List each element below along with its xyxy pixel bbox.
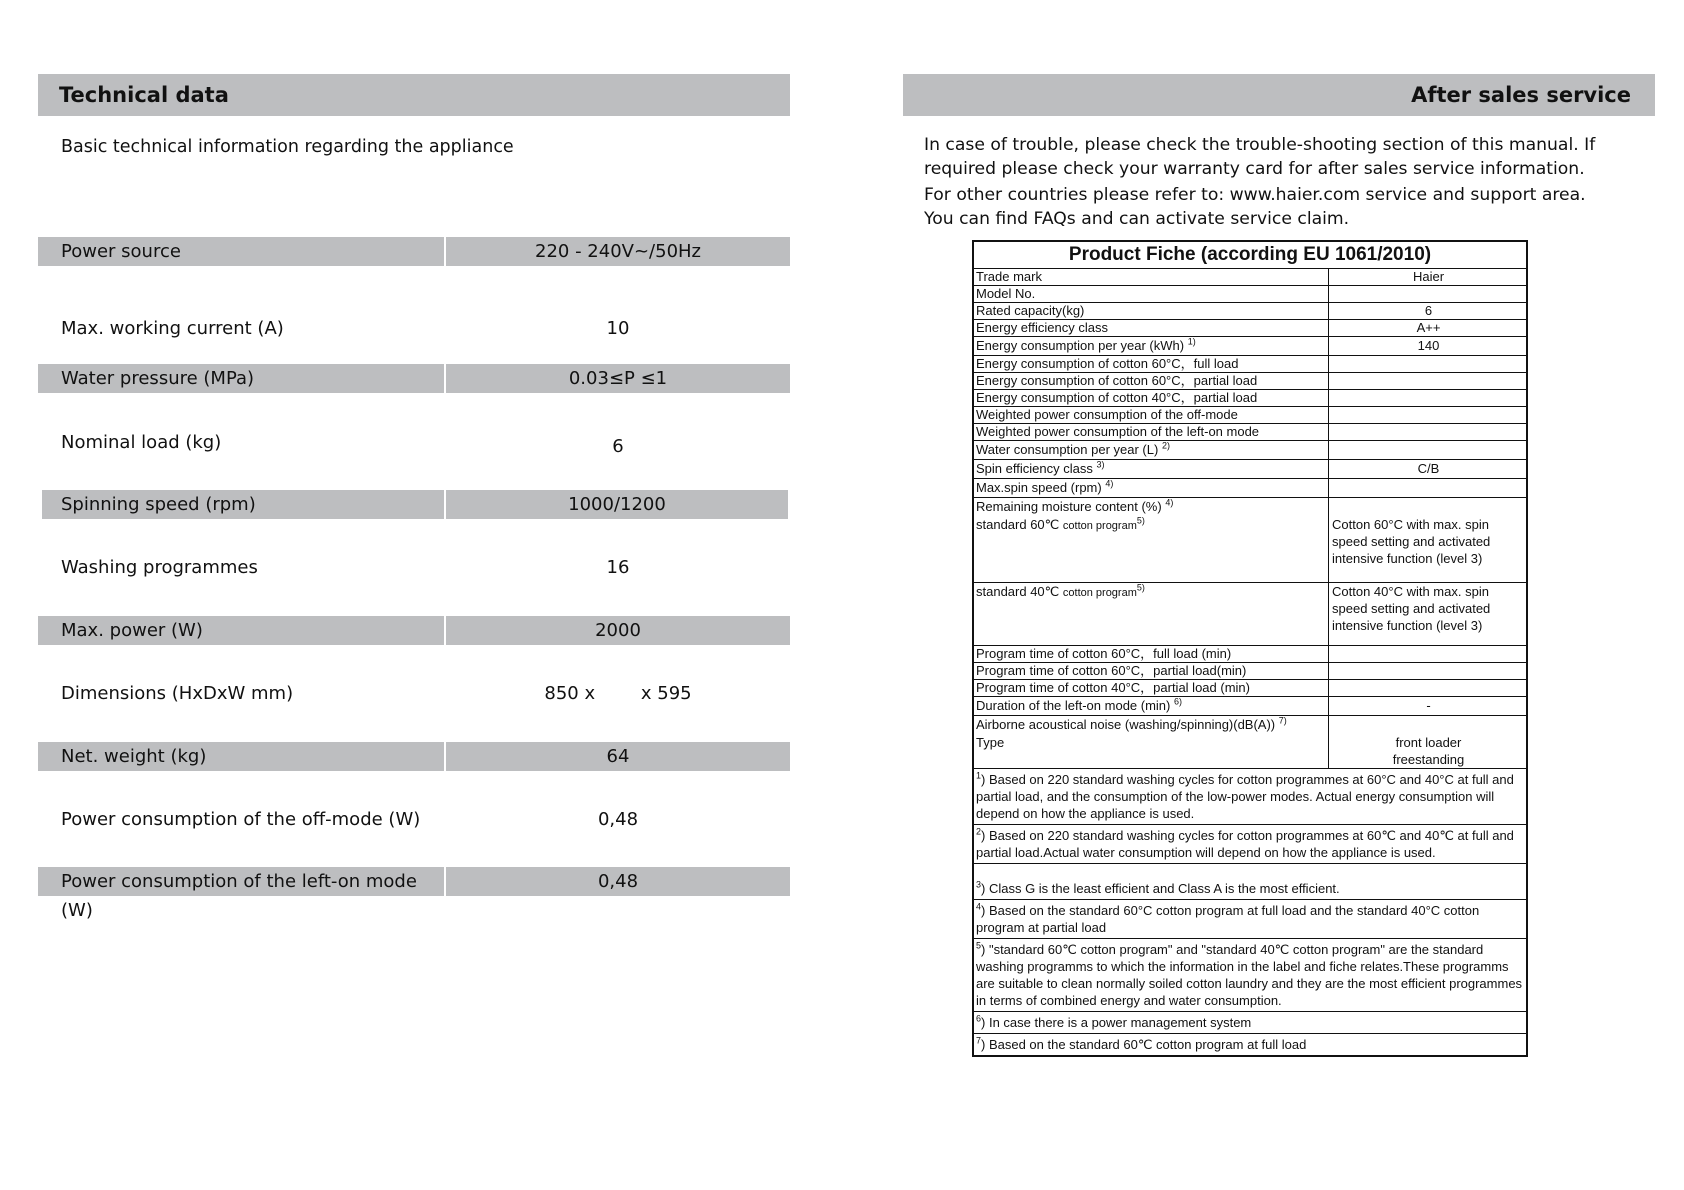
fiche-value	[1329, 390, 1526, 406]
after-sales-header: After sales service	[903, 74, 1655, 116]
fiche-key-text: standard 40℃	[976, 584, 1060, 599]
fiche-row-program60	[974, 516, 1526, 583]
fiche-key-small: cotton program	[1062, 520, 1137, 532]
fiche-type-line: front loader	[1395, 735, 1462, 750]
fiche-row	[974, 479, 1526, 498]
fiche-value	[1329, 734, 1526, 768]
fiche-row	[974, 680, 1526, 697]
fiche-row	[974, 424, 1526, 441]
fiche-value: C/B	[1417, 461, 1440, 476]
spec-label: Dimensions (HxDxW mm)	[61, 683, 294, 704]
fiche-row	[974, 716, 1526, 734]
fiche-value	[1329, 479, 1526, 497]
spec-value: 2000	[446, 616, 790, 645]
fiche-key-text: Water consumption per year (L)	[976, 442, 1159, 457]
footnote-number: 1	[976, 770, 982, 781]
footnote-number: 2	[976, 826, 982, 837]
fiche-key-text: Max.spin speed (rpm)	[976, 480, 1102, 495]
fiche-key	[974, 407, 1329, 423]
fiche-footnote	[974, 1012, 1526, 1034]
fiche-row	[974, 663, 1526, 680]
fiche-key	[974, 498, 1329, 516]
after-sales-paragraph: In case of trouble, please check the trouble-shooting section of this manual. If required please check your warranty card for after sales service information.	[924, 135, 1596, 179]
footnote-number: 3	[976, 879, 982, 890]
fiche-footnote	[974, 864, 1526, 900]
fiche-footnote-ref: 3)	[1096, 459, 1105, 470]
fiche-key	[974, 303, 1329, 319]
spec-value: 1000/1200	[446, 490, 788, 519]
spec-row	[38, 428, 790, 457]
fiche-row	[974, 337, 1526, 356]
fiche-key-text: Remaining moisture content (%)	[976, 499, 1162, 514]
fiche-key	[974, 646, 1329, 662]
fiche-key-text: Model No.	[976, 286, 1036, 301]
fiche-footnote	[974, 769, 1526, 825]
fiche-type-line: freestanding	[1392, 752, 1465, 767]
fiche-footnote-ref: 4)	[1105, 478, 1114, 489]
fiche-key	[974, 697, 1329, 715]
spec-table-rows	[38, 679, 790, 708]
footnote-text: ) "standard 60℃ cotton program" and "standard 40℃ cotton program" are the standard washing programms to which the information in the label and fiche relates.These programms are suitable to clean normally soiled cotton laundry and they are the most efficient programmes in terms of combined energy and water consumption.	[976, 942, 1523, 1008]
spec-value: 6	[612, 436, 624, 457]
fiche-key-text: Program time of cotton 60°C，full load (min)	[976, 646, 1232, 661]
after-sales-paragraph: For other countries please refer to: www.haier.com service and support area.	[924, 185, 1586, 205]
fiche-row	[974, 303, 1526, 320]
spec-label: Power source	[38, 237, 444, 266]
fiche-key	[974, 286, 1329, 302]
spec-label: Power consumption of the left-on mode (W)	[38, 867, 444, 896]
fiche-row	[974, 320, 1526, 337]
fiche-value: Haier	[1412, 269, 1445, 284]
fiche-row	[974, 407, 1526, 424]
fiche-row-type	[974, 734, 1526, 769]
fiche-row	[974, 498, 1526, 516]
fiche-key	[974, 373, 1329, 389]
spec-row	[38, 679, 790, 708]
spec-table-rows	[38, 553, 790, 582]
spec-value: 64	[446, 742, 790, 771]
fiche-key-text: Duration of the left-on mode (min)	[976, 698, 1171, 713]
spec-label: Water pressure (MPa)	[38, 364, 444, 393]
spec-table-rows	[38, 428, 790, 457]
footnote-number: 4	[976, 901, 982, 912]
spec-value: 0.03≤P ≤1	[446, 364, 790, 393]
fiche-key-text: Energy consumption of cotton 60°C，partial load	[976, 373, 1258, 388]
fiche-key	[974, 320, 1329, 336]
footnote-number: 6	[976, 1013, 982, 1024]
fiche-row	[974, 441, 1526, 460]
fiche-key	[974, 663, 1329, 679]
fiche-value	[1329, 663, 1526, 679]
fiche-key-text: Energy consumption per year (kWh)	[976, 338, 1185, 353]
spec-row	[42, 490, 788, 553]
fiche-footnote	[974, 900, 1526, 939]
fiche-value: -	[1426, 698, 1431, 713]
fiche-footnote-ref: 1)	[1187, 336, 1196, 347]
spec-table-rows	[38, 364, 790, 427]
fiche-key	[974, 479, 1329, 497]
fiche-value	[1329, 646, 1526, 662]
spec-row	[38, 616, 790, 679]
fiche-row	[974, 356, 1526, 373]
fiche-value	[1329, 716, 1526, 734]
fiche-row	[974, 373, 1526, 390]
fiche-footnote-ref: 5)	[1136, 582, 1145, 593]
spec-table	[38, 237, 790, 339]
spec-row	[38, 742, 790, 805]
fiche-key	[974, 680, 1329, 696]
fiche-footnote-ref: 4)	[1165, 497, 1174, 508]
fiche-value: Cotton 40°C with max. spin speed setting and activated intensive function (level 3)	[1332, 584, 1491, 633]
fiche-footnote	[974, 825, 1526, 864]
fiche-key-text: Weighted power consumption of the left-on mode	[976, 424, 1260, 439]
fiche-key: Type	[974, 734, 1329, 768]
fiche-key-text: Energy efficiency class	[976, 320, 1108, 335]
footnote-text: ) Based on 220 standard washing cycles for cotton programmes at 60°C and 40°C at full and partial load, and the consumption of the low-power modes. Actual energy consumption will depend on how the appliance is used.	[976, 772, 1514, 821]
footnote-text: ) In case there is a power management system	[981, 1015, 1252, 1030]
technical-data-header: Technical data	[38, 74, 790, 116]
fiche-value: Cotton 60°C with max. spin speed setting and activated intensive function (level 3)	[1332, 517, 1491, 566]
fiche-key-small: cotton program	[1062, 587, 1137, 599]
spec-table-rows	[38, 867, 790, 930]
fiche-footnote-ref: 7)	[1278, 715, 1287, 726]
spec-row	[38, 553, 790, 582]
fiche-row-program40	[974, 583, 1526, 646]
fiche-key	[974, 716, 1329, 734]
footnote-number: 7	[976, 1035, 982, 1046]
spec-label: Net. weight (kg)	[38, 742, 444, 771]
spec-value: 10	[606, 318, 630, 339]
product-fiche-table	[972, 240, 1528, 1057]
fiche-key-text: Program time of cotton 60°C，partial load(min)	[976, 663, 1247, 678]
fiche-row	[974, 286, 1526, 303]
fiche-key-text: Program time of cotton 40°C，partial load (min)	[976, 680, 1250, 695]
fiche-key	[974, 516, 1329, 582]
fiche-value	[1329, 498, 1526, 516]
spec-value: 850 x x 595	[544, 683, 692, 704]
fiche-key-text: Weighted power consumption of the off-mode	[976, 407, 1238, 422]
fiche-key-text: Trade mark	[976, 269, 1042, 284]
fiche-value	[1329, 407, 1526, 423]
fiche-row	[974, 269, 1526, 286]
fiche-value: 6	[1424, 303, 1433, 318]
fiche-value	[1329, 373, 1526, 389]
fiche-key-text: standard 60℃	[976, 517, 1060, 532]
spec-table-rows	[38, 742, 790, 805]
fiche-footnote-ref: 2)	[1161, 440, 1170, 451]
fiche-row	[974, 460, 1526, 479]
footnote-number: 5	[976, 940, 982, 951]
spec-row	[38, 867, 790, 930]
fiche-value	[1329, 680, 1526, 696]
footnote-text: ) Based on the standard 60°C cotton program at full load and the standard 40°C cotton program at partial load	[976, 903, 1480, 935]
fiche-key-text: Airborne acoustical noise (washing/spinning)(dB(A))	[976, 717, 1276, 732]
fiche-key	[974, 337, 1329, 355]
fiche-key	[974, 460, 1329, 478]
fiche-value	[1329, 441, 1526, 459]
spec-label: Max. working current (A)	[61, 318, 284, 339]
fiche-value: 140	[1417, 338, 1440, 353]
fiche-footnote-ref: 5)	[1136, 515, 1145, 526]
technical-data-intro: Basic technical information regarding the appliance	[61, 137, 514, 157]
fiche-key-text: Rated capacity(kg)	[976, 303, 1085, 318]
spec-label: Spinning speed (rpm)	[42, 490, 444, 519]
fiche-row	[974, 646, 1526, 663]
fiche-key-text: Energy consumption of cotton 40°C，partial load	[976, 390, 1258, 405]
spec-row	[38, 364, 790, 427]
fiche-key	[974, 269, 1329, 285]
spec-table-rows	[38, 616, 790, 679]
after-sales-page	[842, 0, 1684, 1190]
fiche-key	[974, 583, 1329, 645]
fiche-key	[974, 424, 1329, 440]
fiche-value	[1329, 286, 1526, 302]
product-fiche-title: Product Fiche (according EU 1061/2010)	[974, 242, 1526, 269]
spec-value: 0,48	[597, 809, 639, 830]
after-sales-paragraph: You can find FAQs and can activate service claim.	[924, 209, 1350, 229]
fiche-key	[974, 441, 1329, 459]
spec-label: Washing programmes	[61, 557, 258, 578]
spec-value: 16	[606, 557, 630, 578]
fiche-row	[974, 390, 1526, 407]
fiche-value: A++	[1416, 320, 1441, 335]
fiche-value	[1329, 356, 1526, 372]
fiche-key	[974, 390, 1329, 406]
spec-label: Nominal load (kg)	[61, 432, 222, 453]
spec-row	[38, 805, 790, 834]
fiche-key	[974, 356, 1329, 372]
fiche-footnote	[974, 1034, 1526, 1055]
fiche-footnote	[974, 939, 1526, 1012]
spec-table-rows	[42, 490, 788, 553]
spec-value: 220 - 240V~/50Hz	[446, 237, 790, 266]
fiche-key-text: Energy consumption of cotton 60°C，full load	[976, 356, 1239, 371]
spec-row	[38, 266, 790, 339]
fiche-footnote-ref: 6)	[1174, 696, 1183, 707]
spec-label: Power consumption of the off-mode (W)	[61, 809, 421, 830]
after-sales-text	[924, 133, 1654, 231]
footnote-text: ) Based on 220 standard washing cycles for cotton programmes at 60℃ and 40℃ at full and partial load.Actual water consumption will depend on how the appliance is used.	[976, 828, 1514, 860]
fiche-value	[1329, 424, 1526, 440]
fiche-key-text: Spin efficiency class	[976, 461, 1093, 476]
spec-table-rows	[38, 805, 790, 834]
footnote-text: ) Class G is the least efficient and Class A is the most efficient.	[981, 881, 1340, 896]
fiche-row	[974, 697, 1526, 716]
spec-label: Max. power (W)	[38, 616, 444, 645]
footnote-text: ) Based on the standard 60℃ cotton program at full load	[981, 1037, 1307, 1052]
spec-value: 0,48	[446, 867, 790, 896]
